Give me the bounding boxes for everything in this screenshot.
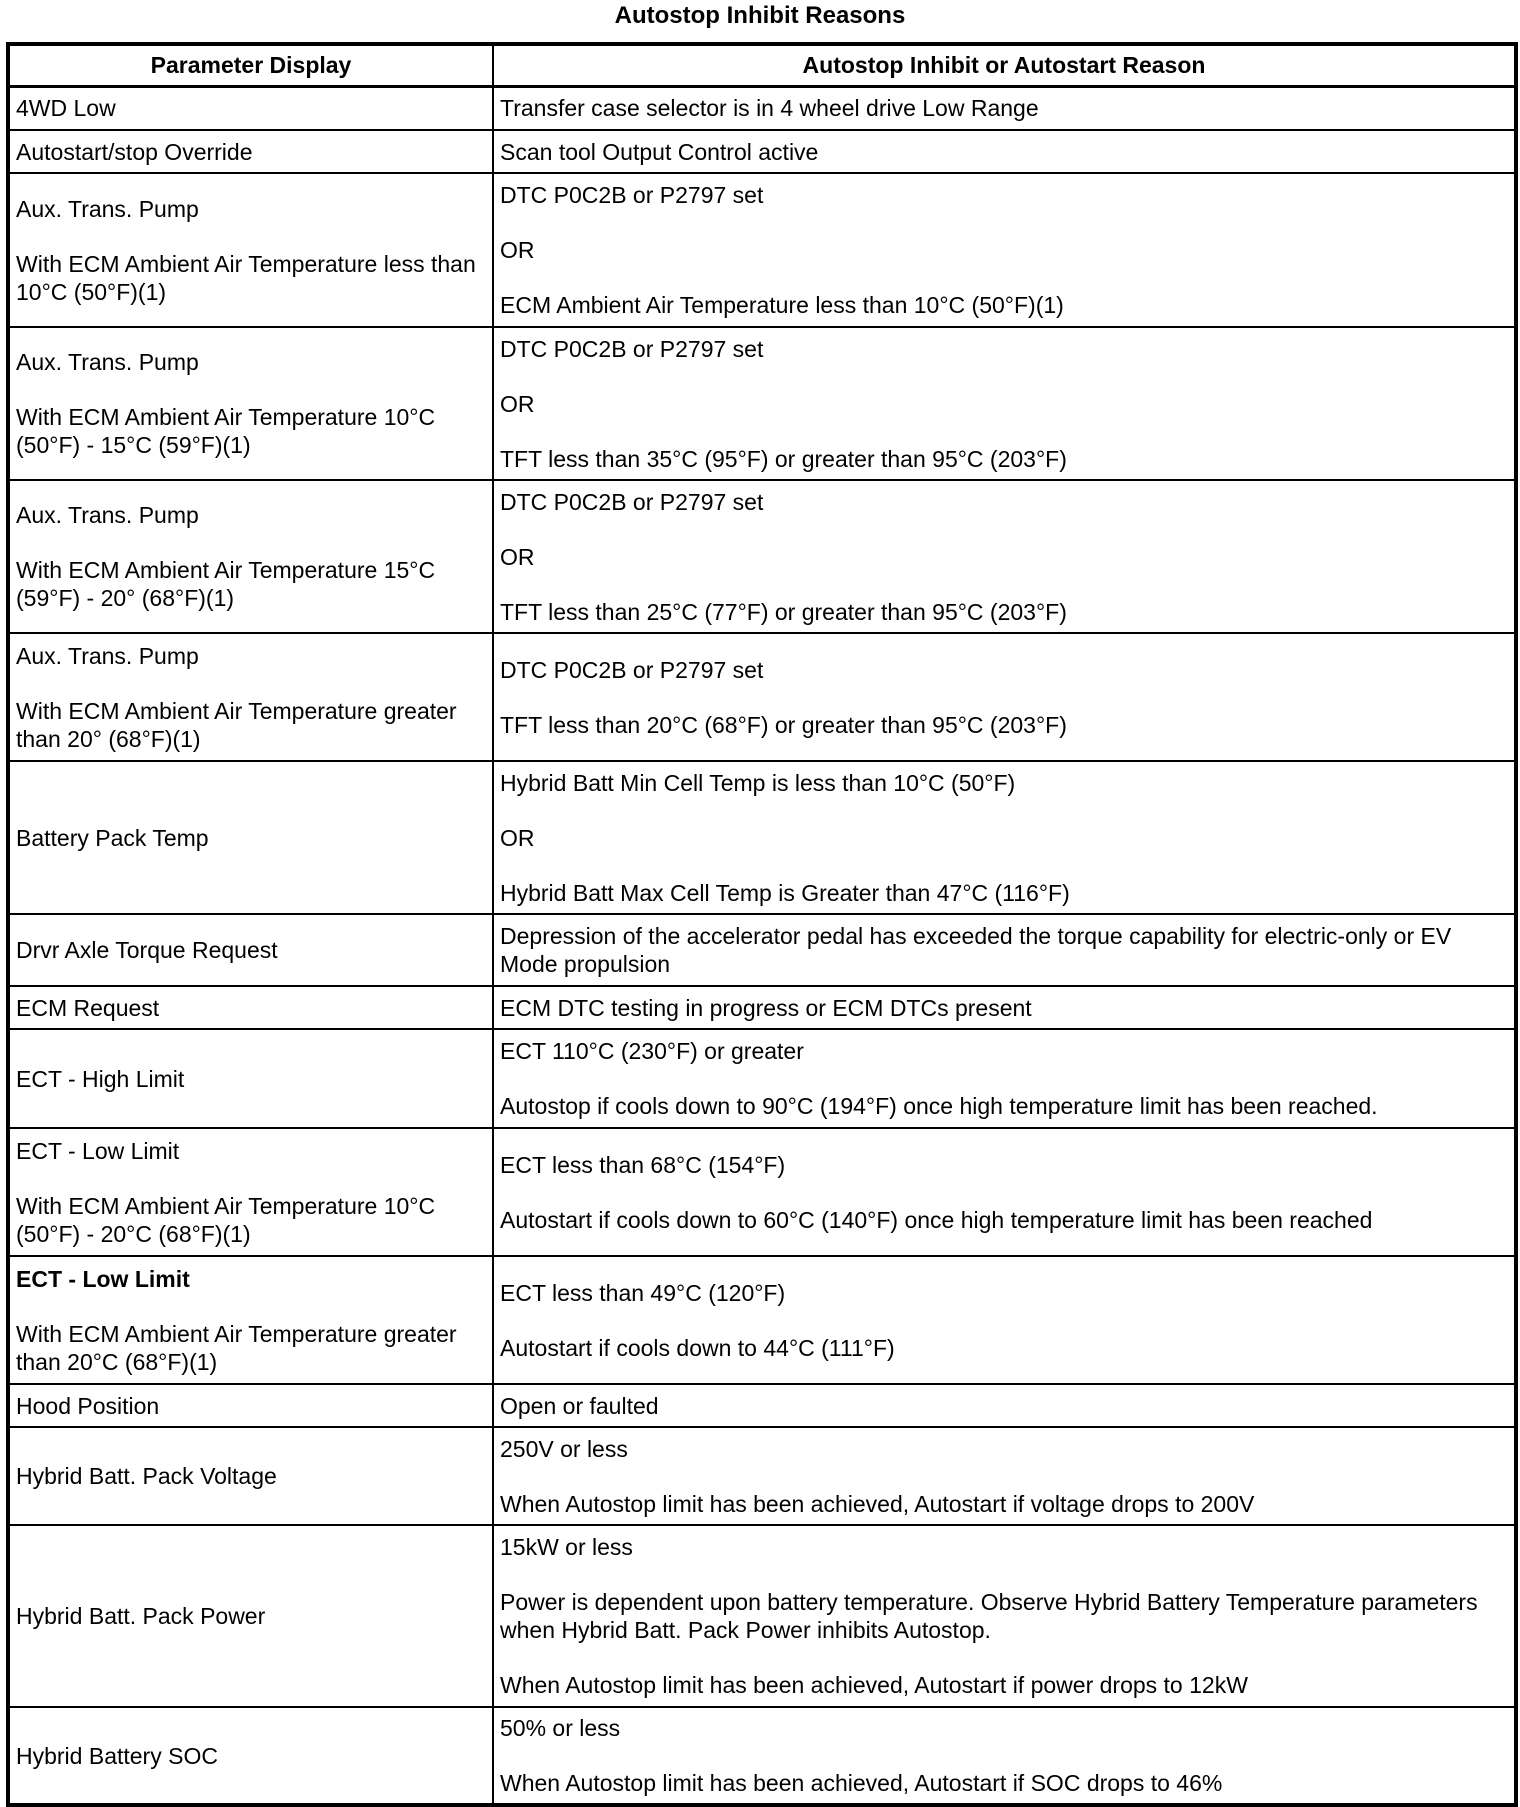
reason-text: ECT 110°C (230°F) or greater — [500, 1038, 804, 1064]
parameter-text: Hybrid Battery SOC — [16, 1742, 218, 1769]
parameter-text: Aux. Trans. Pump — [16, 195, 199, 222]
reason-text: Autostart if cools down to 60°C (140°F) once high temperature limit has been reached — [500, 1206, 1373, 1233]
parameter-text: Aux. Trans. Pump — [16, 349, 199, 375]
header-row — [8, 44, 1516, 86]
reason-cell — [493, 1427, 1516, 1525]
reason-text: 50% or less — [500, 1715, 621, 1741]
parameter-text: Hybrid Batt. Pack Power — [16, 1603, 266, 1629]
table-row — [8, 327, 1516, 480]
reason-text: Autostart if cools down to 44°C (111°F) — [500, 1334, 895, 1361]
parameter-cell — [8, 1029, 493, 1128]
inhibit-reasons-table — [6, 42, 1518, 1807]
table-row — [8, 1029, 1516, 1128]
reason-text: DTC P0C2B or P2797 set — [500, 488, 764, 515]
reason-text: OR — [500, 543, 535, 570]
reason-text: ECT less than 49°C (120°F) — [500, 1279, 786, 1306]
reason-cell — [493, 1256, 1516, 1384]
parameter-text: ECT - High Limit — [16, 1065, 185, 1092]
parameter-text: ECM Request — [16, 994, 160, 1021]
parameter-cell — [8, 914, 493, 986]
reason-text: When Autostop limit has been achieved, Autostart if SOC drops to 46% — [500, 1770, 1223, 1796]
parameter-cell — [8, 1707, 493, 1805]
table-row — [8, 1427, 1516, 1525]
parameter-text: With ECM Ambient Air Temperature greater than 20° (68°F)(1) — [16, 697, 457, 752]
parameter-cell — [8, 1427, 493, 1525]
table-row — [8, 761, 1516, 914]
parameter-text: 4WD Low — [16, 95, 116, 122]
table-row — [8, 914, 1516, 986]
reason-cell — [493, 480, 1516, 633]
reason-text: ECM Ambient Air Temperature less than 10°C (50°F)(1) — [500, 292, 1064, 318]
page-title: Autostop Inhibit Reasons — [614, 2, 906, 29]
reason-text: TFT less than 35°C (95°F) or greater than 95°C (203°F) — [500, 445, 1067, 472]
reason-cell — [493, 1525, 1516, 1707]
reason-cell — [493, 761, 1516, 914]
parameter-cell — [8, 327, 493, 480]
parameter-cell — [8, 1525, 493, 1707]
parameter-text: With ECM Ambient Air Temperature 10°C (50°F) - 15°C (59°F)(1) — [16, 404, 436, 458]
table-row — [8, 173, 1516, 327]
table-row — [8, 130, 1516, 173]
table-row — [8, 86, 1516, 130]
table-row — [8, 1256, 1516, 1384]
reason-text: Depression of the accelerator pedal has exceeded the torque capability for electric-only or EV Mode propulsion — [500, 923, 1452, 977]
reason-text: When Autostop limit has been achieved, Autostart if voltage drops to 200V — [500, 1490, 1255, 1517]
parameter-text: Aux. Trans. Pump — [16, 642, 199, 669]
parameter-cell — [8, 480, 493, 633]
reason-text: Hybrid Batt Min Cell Temp is less than 10°C (50°F) — [500, 769, 1016, 796]
parameter-text: With ECM Ambient Air Temperature less than 10°C (50°F)(1) — [16, 250, 476, 305]
reason-cell — [493, 1128, 1516, 1256]
column-header-parameter: Parameter Display — [8, 44, 493, 86]
parameter-cell — [8, 1384, 493, 1427]
parameter-cell — [8, 986, 493, 1029]
parameter-text: With ECM Ambient Air Temperature greater than 20°C (68°F)(1) — [16, 1320, 457, 1375]
reason-cell — [493, 633, 1516, 761]
parameter-cell — [8, 1256, 493, 1384]
reason-cell — [493, 1707, 1516, 1805]
parameter-cell — [8, 130, 493, 173]
reason-text: TFT less than 25°C (77°F) or greater than 95°C (203°F) — [500, 598, 1067, 625]
reason-text: When Autostop limit has been achieved, Autostart if power drops to 12kW — [500, 1672, 1248, 1698]
parameter-cell — [8, 633, 493, 761]
reason-text: OR — [500, 390, 535, 417]
reason-text: DTC P0C2B or P2797 set — [500, 182, 764, 208]
table-row — [8, 480, 1516, 633]
parameter-cell — [8, 1128, 493, 1256]
reason-text: Power is dependent upon battery temperature. Observe Hybrid Battery Temperature parameters when Hybrid Batt. Pack Power inhibits Autostop. — [500, 1589, 1478, 1643]
parameter-cell — [8, 761, 493, 914]
parameter-text: Hood Position — [16, 1392, 160, 1419]
reason-text: OR — [500, 237, 535, 263]
reason-text: TFT less than 20°C (68°F) or greater than 95°C (203°F) — [500, 711, 1067, 738]
table-row — [8, 986, 1516, 1029]
reason-text: Hybrid Batt Max Cell Temp is Greater than 47°C (116°F) — [500, 879, 1070, 906]
reason-text: Autostop if cools down to 90°C (194°F) once high temperature limit has been reached. — [500, 1093, 1378, 1119]
parameter-text: With ECM Ambient Air Temperature 15°C (59°F) - 20° (68°F)(1) — [16, 557, 436, 611]
reason-text: OR — [500, 824, 535, 851]
reason-cell — [493, 130, 1516, 173]
reason-text: DTC P0C2B or P2797 set — [500, 656, 764, 683]
table-row — [8, 1525, 1516, 1707]
reason-text: DTC P0C2B or P2797 set — [500, 335, 764, 362]
table-row — [8, 1707, 1516, 1805]
parameter-text: Hybrid Batt. Pack Voltage — [16, 1463, 277, 1489]
parameter-text: With ECM Ambient Air Temperature 10°C (50°F) - 20°C (68°F)(1) — [16, 1192, 436, 1247]
reason-text: ECT less than 68°C (154°F) — [500, 1151, 786, 1178]
reason-cell — [493, 173, 1516, 327]
parameter-text: ECT - Low Limit — [16, 1265, 190, 1292]
parameter-text: Drvr Axle Torque Request — [16, 937, 278, 963]
reason-text: 15kW or less — [500, 1534, 633, 1560]
reason-cell — [493, 86, 1516, 130]
parameter-cell — [8, 86, 493, 130]
reason-text: 250V or less — [500, 1435, 628, 1462]
reason-text: ECM DTC testing in progress or ECM DTCs present — [500, 994, 1032, 1021]
parameter-text: Autostart/stop Override — [16, 138, 253, 165]
reason-cell — [493, 914, 1516, 986]
table-row — [8, 633, 1516, 761]
table-body — [8, 86, 1516, 1805]
column-header-reason: Autostop Inhibit or Autostart Reason — [493, 44, 1516, 86]
reason-text: Scan tool Output Control active — [500, 138, 819, 165]
table-row — [8, 1384, 1516, 1427]
reason-text: Open or faulted — [500, 1392, 659, 1419]
reason-cell — [493, 986, 1516, 1029]
reason-cell — [493, 1384, 1516, 1427]
parameter-cell — [8, 173, 493, 327]
parameter-text: Aux. Trans. Pump — [16, 502, 199, 528]
parameter-text: Battery Pack Temp — [16, 824, 209, 851]
parameter-text: ECT - Low Limit — [16, 1137, 180, 1164]
table-row — [8, 1128, 1516, 1256]
reason-cell — [493, 1029, 1516, 1128]
reason-cell — [493, 327, 1516, 480]
reason-text: Transfer case selector is in 4 wheel drive Low Range — [500, 95, 1039, 122]
